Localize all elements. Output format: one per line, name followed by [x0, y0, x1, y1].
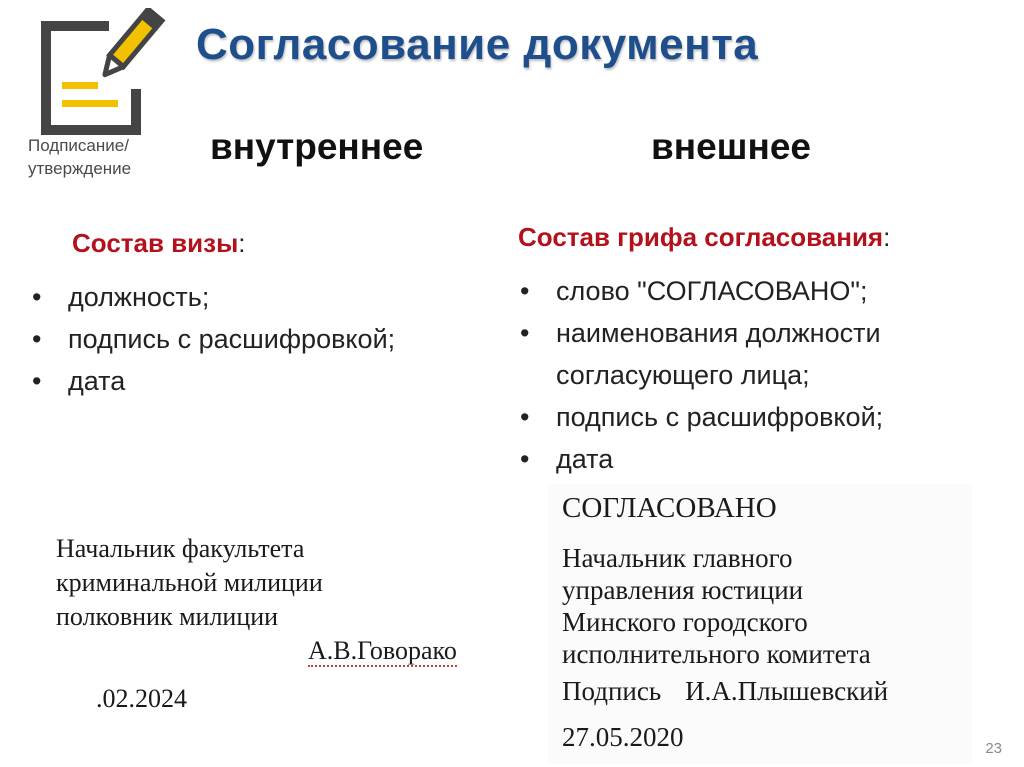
list-item: • подпись с расшифровкой; — [28, 318, 498, 360]
logo-caption — [28, 134, 178, 180]
visa-example-line: Начальник факультета — [56, 534, 305, 563]
list-item: • должность; — [28, 276, 498, 318]
approval-stamp-date: 27.05.2020 — [562, 722, 684, 752]
page-title: Согласование документа — [196, 20, 759, 69]
list-item: • слово "СОГЛАСОВАНО"; — [516, 270, 986, 312]
approval-stamp-organization — [562, 542, 972, 670]
list-item: • дата — [28, 360, 498, 402]
logo-caption-line1: Подписание/ — [28, 136, 129, 155]
approval-stamp-line: Минского городского — [562, 607, 808, 637]
approval-stamp-line: управления юстиции — [562, 575, 804, 605]
approval-stamp-signature-row — [562, 676, 888, 707]
visa-composition-colon: : — [238, 228, 246, 258]
approval-stamp-composition-label: Состав грифа согласования — [518, 222, 884, 252]
visa-example-signer: А.В.Говорако — [308, 636, 457, 665]
approval-stamp-line: исполнительного комитета — [562, 639, 871, 669]
external-heading: внешнее — [651, 126, 812, 167]
list-item: • наименования должности согласующего лица; — [516, 312, 986, 396]
approval-stamp-composition-title — [518, 222, 890, 253]
visa-composition-label: Состав визы — [72, 228, 239, 258]
approval-stamp-sign-label: Подпись — [562, 676, 662, 706]
approval-stamp-line: Начальник главного — [562, 543, 793, 573]
approval-stamp-composition-colon: : — [883, 222, 891, 252]
visa-example-signer-row — [56, 634, 516, 668]
approval-stamp-heading: СОГЛАСОВАНО — [562, 492, 777, 524]
approval-stamp-example — [548, 484, 972, 764]
approval-items-list — [516, 270, 986, 480]
visa-example — [56, 532, 516, 716]
list-item: • подпись с расшифровкой; — [516, 396, 986, 438]
visa-example-line: полковник милиции — [56, 602, 279, 631]
approval-stamp-signer: И.А.Плышевский — [685, 676, 889, 706]
logo-caption-line2: утверждение — [28, 159, 132, 178]
page-number: 23 — [985, 740, 1002, 757]
visa-example-line: криминальной милиции — [56, 568, 323, 597]
visa-example-date: .02.2024 — [96, 684, 187, 713]
list-item: • дата — [516, 438, 986, 480]
visa-composition-title — [72, 228, 246, 259]
visa-items-list — [28, 276, 498, 402]
internal-heading: внутреннее — [210, 126, 424, 167]
